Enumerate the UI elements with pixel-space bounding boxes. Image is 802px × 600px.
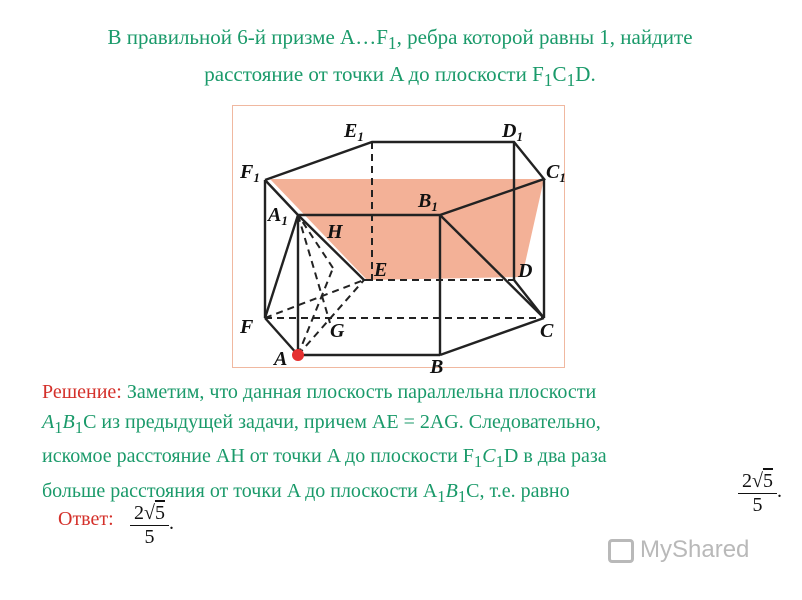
label-d1: $D_1$ [502, 120, 523, 144]
answer-fraction: $\frac{2√5}{5}$ . [130, 502, 174, 549]
solution-line-3: искомое расстояние AH от точки A до плоскости $F_1C_1D$ в два раза [42, 445, 607, 471]
problem-line-1: В правильной 6-й призме $A\dots F_1$, ребра которой равны 1, найдите [107, 25, 693, 54]
presentation-icon [608, 539, 634, 563]
label-f: F [240, 316, 254, 338]
label-c1: $C_1$ [546, 161, 566, 185]
label-d: D [518, 260, 533, 282]
label-e: E [374, 259, 388, 281]
solution-fraction: $\frac{2√5}{5}$ . [738, 470, 782, 517]
label-h: H [327, 221, 343, 243]
solution-text [42, 378, 802, 511]
label-b1: $B_1$ [418, 190, 438, 214]
label-b: B [430, 356, 444, 378]
label-c: C [540, 320, 554, 342]
label-a1: $A_1$ [268, 204, 288, 228]
solution-line-4: больше расстояния от точки A до плоскости $A_1B_1C$, т.е. равно [42, 479, 570, 506]
label-a: A [274, 348, 288, 370]
label-g: G [330, 320, 345, 342]
label-f1: $F_1$ [240, 161, 260, 185]
point-a-marker [292, 349, 304, 361]
label-e1: $E_1$ [344, 120, 364, 144]
solution-line-1: Решение: Заметим, что данная плоскость параллельна плоскости [42, 381, 597, 403]
problem-line-2: расстояние от точки A до плоскости $F_1C_1D$. [204, 62, 596, 91]
prism-diagram [232, 105, 566, 378]
solution-line-2: $A_1B_1C$ из предыдущей задачи, причем AE = 2AG. Следовательно, [42, 410, 601, 437]
myshared-logo: MyShared [608, 536, 749, 564]
problem-statement [0, 22, 800, 96]
answer-label: Ответ: [58, 508, 114, 530]
